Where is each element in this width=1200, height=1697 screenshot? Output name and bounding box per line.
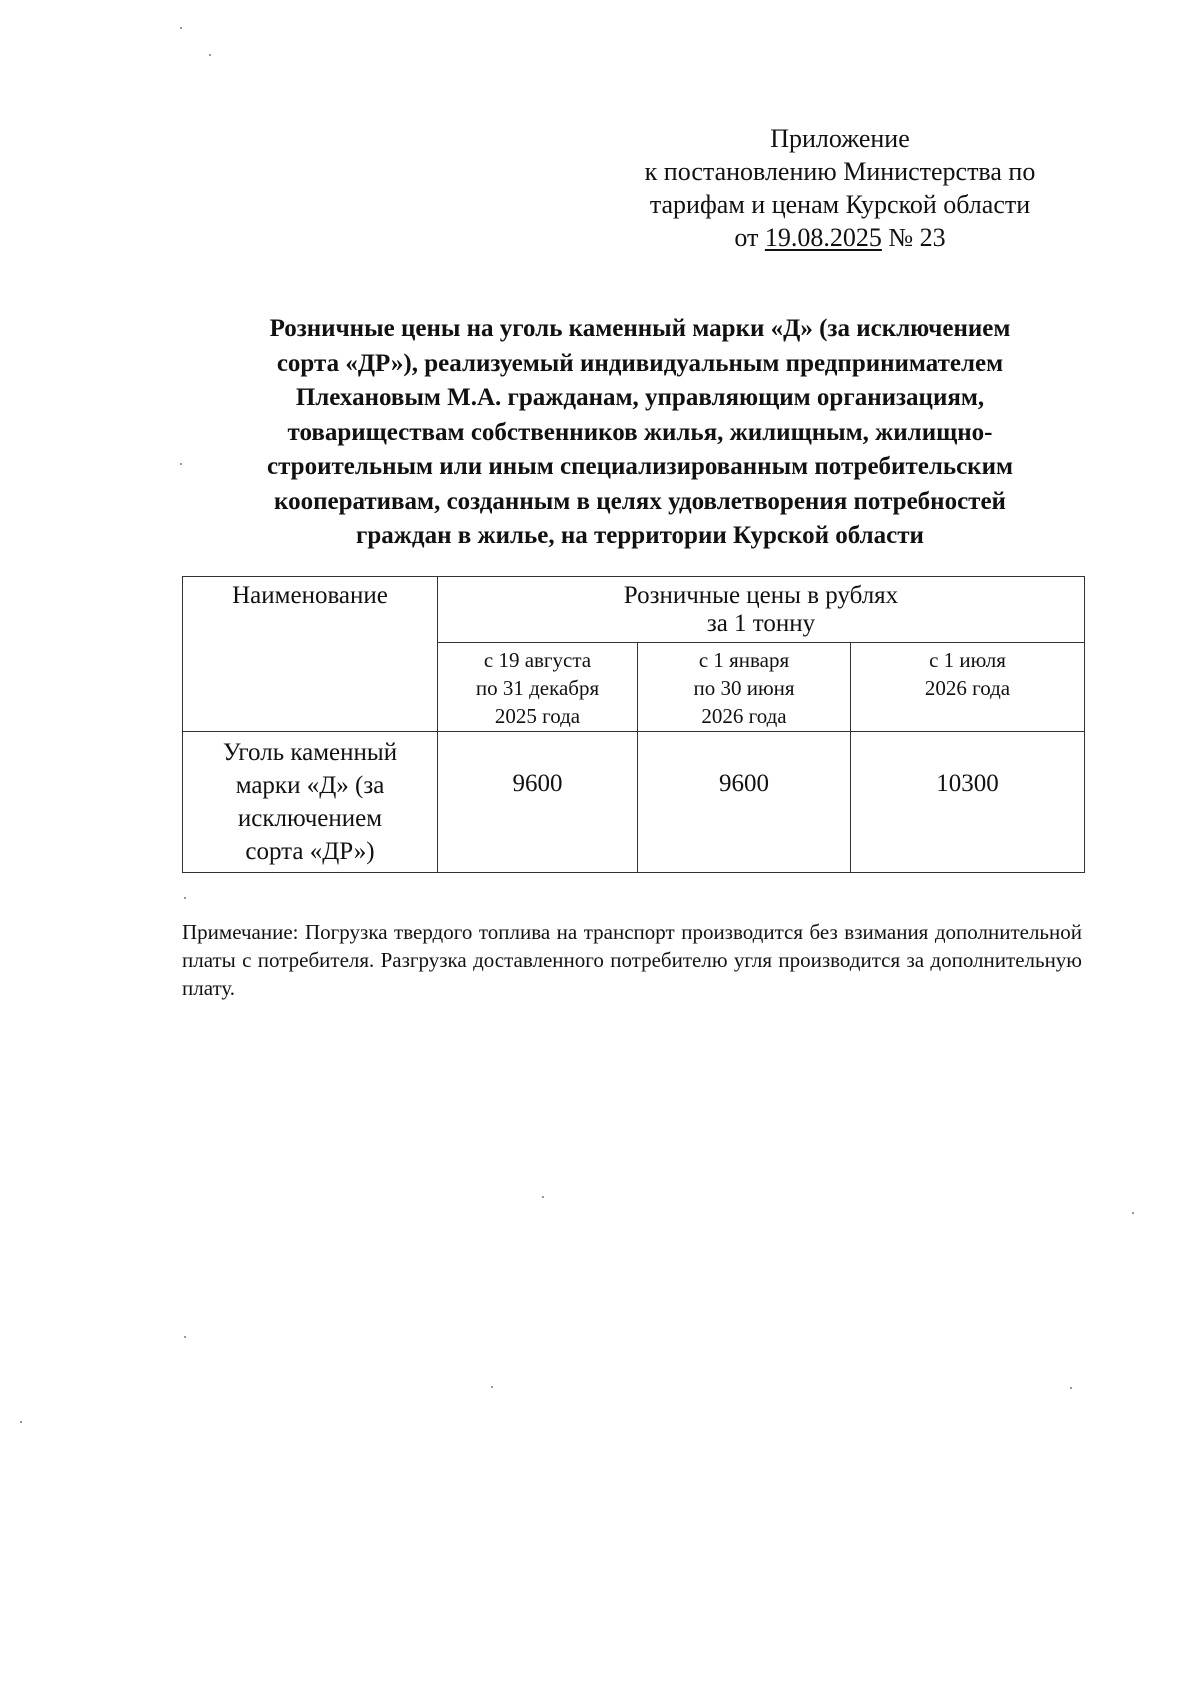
period-cell	[638, 643, 851, 732]
appendix-reference-line2: тарифам и ценам Курской области	[649, 190, 1031, 219]
table-row	[183, 732, 1085, 873]
header-prices-line2: за 1 тонну	[706, 610, 816, 637]
scan-speck	[20, 1421, 22, 1423]
row-name-line: Уголь каменный	[222, 739, 398, 766]
scan-speck	[184, 1336, 186, 1338]
title-line: товариществам собственников жилья, жилищным, жилищно-	[287, 418, 993, 446]
appendix-number: № 23	[888, 223, 946, 252]
appendix-date-line	[620, 221, 1060, 254]
period-line: по 31 декабря	[475, 676, 600, 700]
period-line: 2026 года	[701, 704, 787, 728]
header-prices-cell	[438, 577, 1085, 643]
header-name-cell: Наименование	[183, 577, 438, 732]
appendix-date-prefix: от	[734, 223, 759, 252]
table-header-row	[183, 577, 1085, 643]
header-prices-line1: Розничные цены в рублях	[623, 582, 899, 609]
period-cell	[851, 643, 1085, 732]
scan-speck	[209, 54, 211, 56]
scan-speck	[180, 463, 182, 465]
title-line: граждан в жилье, на территории Курской области	[356, 522, 924, 549]
scan-speck	[542, 1196, 544, 1198]
period-line: 2026 года	[924, 676, 1011, 700]
period-cell	[438, 643, 638, 732]
title-line: строительным или иным специализированным потребительским	[266, 453, 1014, 480]
row-name-line: марки «Д» (за	[235, 772, 385, 799]
note-paragraph: Примечание: Погрузка твердого топлива на транспорт производится без взимания дополнительной платы с потребителя. Разгрузка доставленного потребителю угля производится за дополнительную плату.	[182, 920, 1082, 1000]
period-line: по 30 июня	[693, 676, 795, 700]
period-line: с 19 августа	[483, 648, 592, 672]
document-title	[180, 312, 1100, 554]
row-name-line: сорта «ДР»)	[245, 838, 375, 865]
period-line: с 1 июля	[929, 648, 1006, 672]
appendix-reference-line1: к постановлению Министерства по	[644, 157, 1036, 186]
scan-speck	[491, 1386, 493, 1388]
price-table	[182, 576, 1085, 873]
title-line: Розничные цены на уголь каменный марки «Д» (за исключением	[269, 315, 1011, 342]
row-name-cell	[183, 732, 438, 873]
scan-speck	[1070, 1387, 1072, 1389]
appendix-date: 19.08.2025	[764, 223, 882, 252]
title-line: сорта «ДР»), реализуемый индивидуальным предпринимателем	[276, 349, 1004, 377]
row-name-line: исключением	[237, 805, 383, 832]
appendix-title: Приложение	[770, 124, 910, 153]
scan-speck	[184, 897, 186, 899]
price-value-cell: 9600	[438, 732, 638, 873]
price-value-cell: 9600	[638, 732, 851, 873]
scan-speck	[180, 27, 182, 29]
title-line: Плехановым М.А. гражданам, управляющим организациям,	[295, 384, 985, 411]
price-value-cell: 10300	[851, 732, 1085, 873]
title-line: кооперативам, созданным в целях удовлетворения потребностей	[274, 487, 1006, 515]
period-line: 2025 года	[494, 704, 581, 728]
scan-speck	[1132, 1212, 1134, 1214]
appendix-block	[620, 122, 1060, 254]
period-line: с 1 января	[698, 648, 790, 672]
